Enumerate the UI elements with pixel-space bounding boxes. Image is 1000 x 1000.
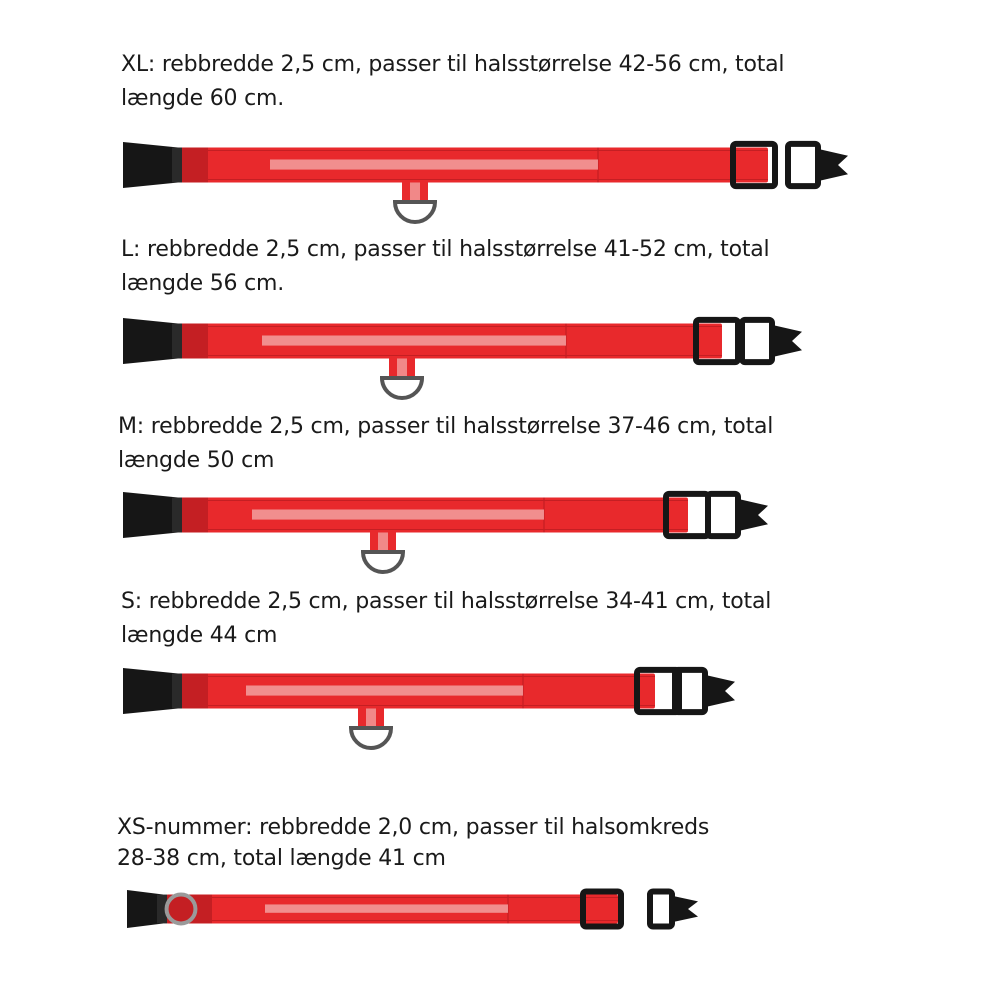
buckle-male-prongs bbox=[818, 149, 848, 181]
reflective-strip bbox=[262, 335, 566, 345]
d-ring bbox=[351, 728, 391, 748]
buckle-female bbox=[123, 668, 178, 714]
collar-xs-image bbox=[122, 880, 703, 988]
size-s-line2: længde 44 cm bbox=[121, 623, 278, 648]
size-xs-line2: 28-38 cm, total længde 41 cm bbox=[117, 846, 446, 871]
size-xl-line2: længde 60 cm. bbox=[121, 86, 285, 111]
buckle-male-frame bbox=[742, 320, 772, 362]
buckle-female-collar bbox=[172, 148, 182, 183]
d-ring bbox=[382, 378, 422, 398]
size-m-description bbox=[118, 410, 773, 478]
d-ring-tab-strip bbox=[366, 708, 376, 726]
collar-l-image bbox=[118, 308, 807, 424]
buckle-male-prongs bbox=[672, 896, 698, 923]
size-l-line2: længde 56 cm. bbox=[121, 271, 285, 296]
buckle-male-frame bbox=[708, 494, 738, 536]
d-ring-tab-strip bbox=[378, 532, 388, 550]
reflective-strip bbox=[270, 159, 598, 169]
reflective-strip bbox=[265, 904, 508, 912]
buckle-female bbox=[123, 142, 178, 188]
buckle-male-frame bbox=[788, 144, 818, 186]
buckle-male-prongs bbox=[705, 675, 735, 707]
buckle-male-prongs bbox=[738, 499, 768, 531]
buckle-male-prongs bbox=[772, 325, 802, 357]
size-xl-description bbox=[121, 48, 784, 116]
d-ring bbox=[395, 202, 435, 222]
size-s-line1: S: rebbredde 2,5 cm, passer til halsstørrelse 34-41 cm, total bbox=[121, 589, 772, 614]
buckle-female bbox=[123, 318, 178, 364]
size-l-line1: L: rebbredde 2,5 cm, passer til halsstørrelse 41-52 cm, total bbox=[121, 237, 770, 262]
collar-m-image bbox=[118, 482, 773, 598]
size-m-line2: længde 50 cm bbox=[118, 448, 275, 473]
reflective-strip bbox=[252, 509, 544, 519]
d-ring-tab-strip bbox=[397, 358, 407, 376]
d-ring bbox=[363, 552, 403, 572]
collar-xl-image bbox=[118, 132, 853, 248]
reflective-strip bbox=[246, 685, 523, 695]
buckle-male-frame bbox=[650, 892, 672, 927]
buckle-female-collar bbox=[172, 674, 182, 709]
size-l-description bbox=[121, 233, 769, 301]
buckle-female-collar bbox=[172, 324, 182, 359]
size-xs-line1: XS-nummer: rebbredde 2,0 cm, passer til halsomkreds bbox=[117, 815, 710, 840]
collar-s-image bbox=[118, 658, 740, 774]
buckle-female bbox=[123, 492, 178, 538]
d-ring-tab-strip bbox=[410, 182, 420, 200]
size-xs-description bbox=[117, 812, 709, 874]
buckle-female-collar bbox=[172, 498, 182, 533]
size-xl-line1: XL: rebbredde 2,5 cm, passer til halsstørrelse 42-56 cm, total bbox=[121, 52, 785, 77]
size-s-description bbox=[121, 585, 771, 653]
size-m-line1: M: rebbredde 2,5 cm, passer til halsstørrelse 37-46 cm, total bbox=[118, 414, 774, 439]
